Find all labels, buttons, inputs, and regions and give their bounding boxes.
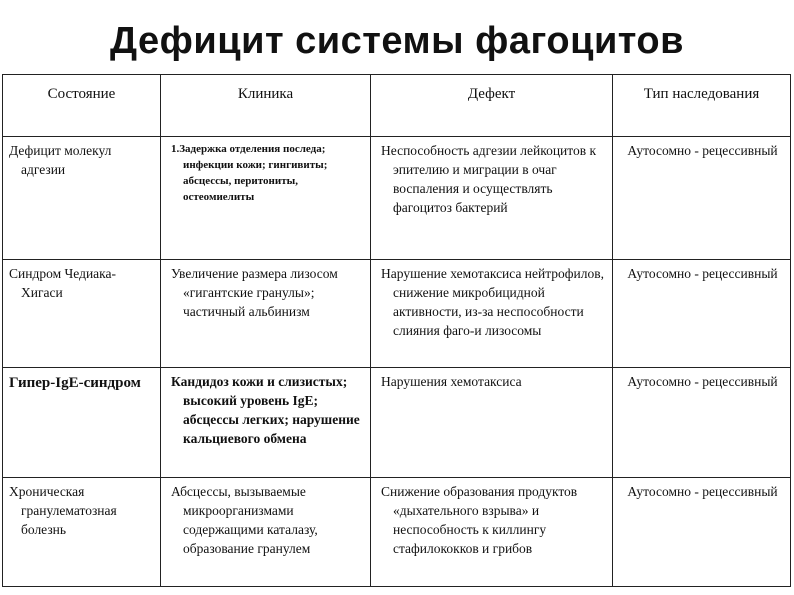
cell-condition — [3, 260, 161, 368]
cell-defect-text: Нарушения хемотаксиса — [381, 374, 522, 389]
cell-inheritance-text: Аутосомно - рецессивный — [627, 374, 778, 389]
cell-clinic — [161, 368, 371, 478]
header-inheritance: Тип наследования — [613, 75, 791, 137]
cell-condition-text: Дефицит молекул адгезии — [9, 143, 112, 177]
table-row — [3, 260, 791, 368]
cell-clinic — [161, 478, 371, 587]
cell-inheritance-text: Аутосомно - рецессивный — [627, 266, 778, 281]
header-defect: Дефект — [371, 75, 613, 137]
header-condition: Состояние — [3, 75, 161, 137]
header-clinic: Клиника — [161, 75, 371, 137]
cell-inheritance-text: Аутосомно - рецессивный — [627, 143, 778, 158]
cell-defect — [371, 137, 613, 260]
cell-condition-text: Синдром Чедиака-Хигаси — [9, 266, 116, 300]
cell-condition — [3, 368, 161, 478]
cell-clinic-text: Абсцессы, вызываемые микроорганизмами содержащими каталазу, образование гранулем — [171, 484, 318, 556]
table-row — [3, 137, 791, 260]
cell-defect — [371, 478, 613, 587]
phagocyte-deficiency-table — [2, 74, 791, 587]
cell-inheritance — [613, 478, 791, 587]
cell-defect — [371, 368, 613, 478]
cell-condition-text: Хроническая гранулематозная болезнь — [9, 484, 117, 537]
cell-defect — [371, 260, 613, 368]
table-header-row — [3, 75, 791, 137]
cell-defect-text: Неспособность адгезии лейкоцитов к эпителию и миграции в очаг воспаления и осуществлять фагоцитоз бактерий — [381, 143, 597, 215]
cell-clinic-text: Увеличение размера лизосом «гигантские гранулы»; частичный альбинизм — [171, 266, 338, 319]
cell-condition-text: Гипер-IgE-синдром — [9, 375, 141, 391]
slide-title: Дефицит системы фагоцитов — [110, 20, 684, 62]
cell-inheritance-text: Аутосомно - рецессивный — [627, 484, 778, 499]
cell-inheritance — [613, 260, 791, 368]
cell-condition — [3, 478, 161, 587]
cell-clinic-text: Кандидоз кожи и слизистых; высокий уровень IgE; абсцессы легких; нарушение кальциевого обмена — [171, 374, 360, 446]
cell-inheritance — [613, 368, 791, 478]
cell-clinic — [161, 260, 371, 368]
cell-inheritance — [613, 137, 791, 260]
cell-defect-text: Снижение образования продуктов «дыхательного взрыва» и неспособность к киллингу стафилококков и грибов — [381, 484, 578, 556]
cell-clinic — [161, 137, 371, 260]
cell-clinic-text: 1.Задержка отделения последа; инфекции кожи; гингивиты; абсцессы, перитониты, остеомиелиты — [171, 143, 328, 203]
table-row — [3, 368, 791, 478]
cell-defect-text: Нарушение хемотаксиса нейтрофилов, снижение микробицидной активности, из-за неспособности слияния фаго-и лизосомы — [381, 266, 605, 338]
cell-condition — [3, 137, 161, 260]
table-row — [3, 478, 791, 587]
